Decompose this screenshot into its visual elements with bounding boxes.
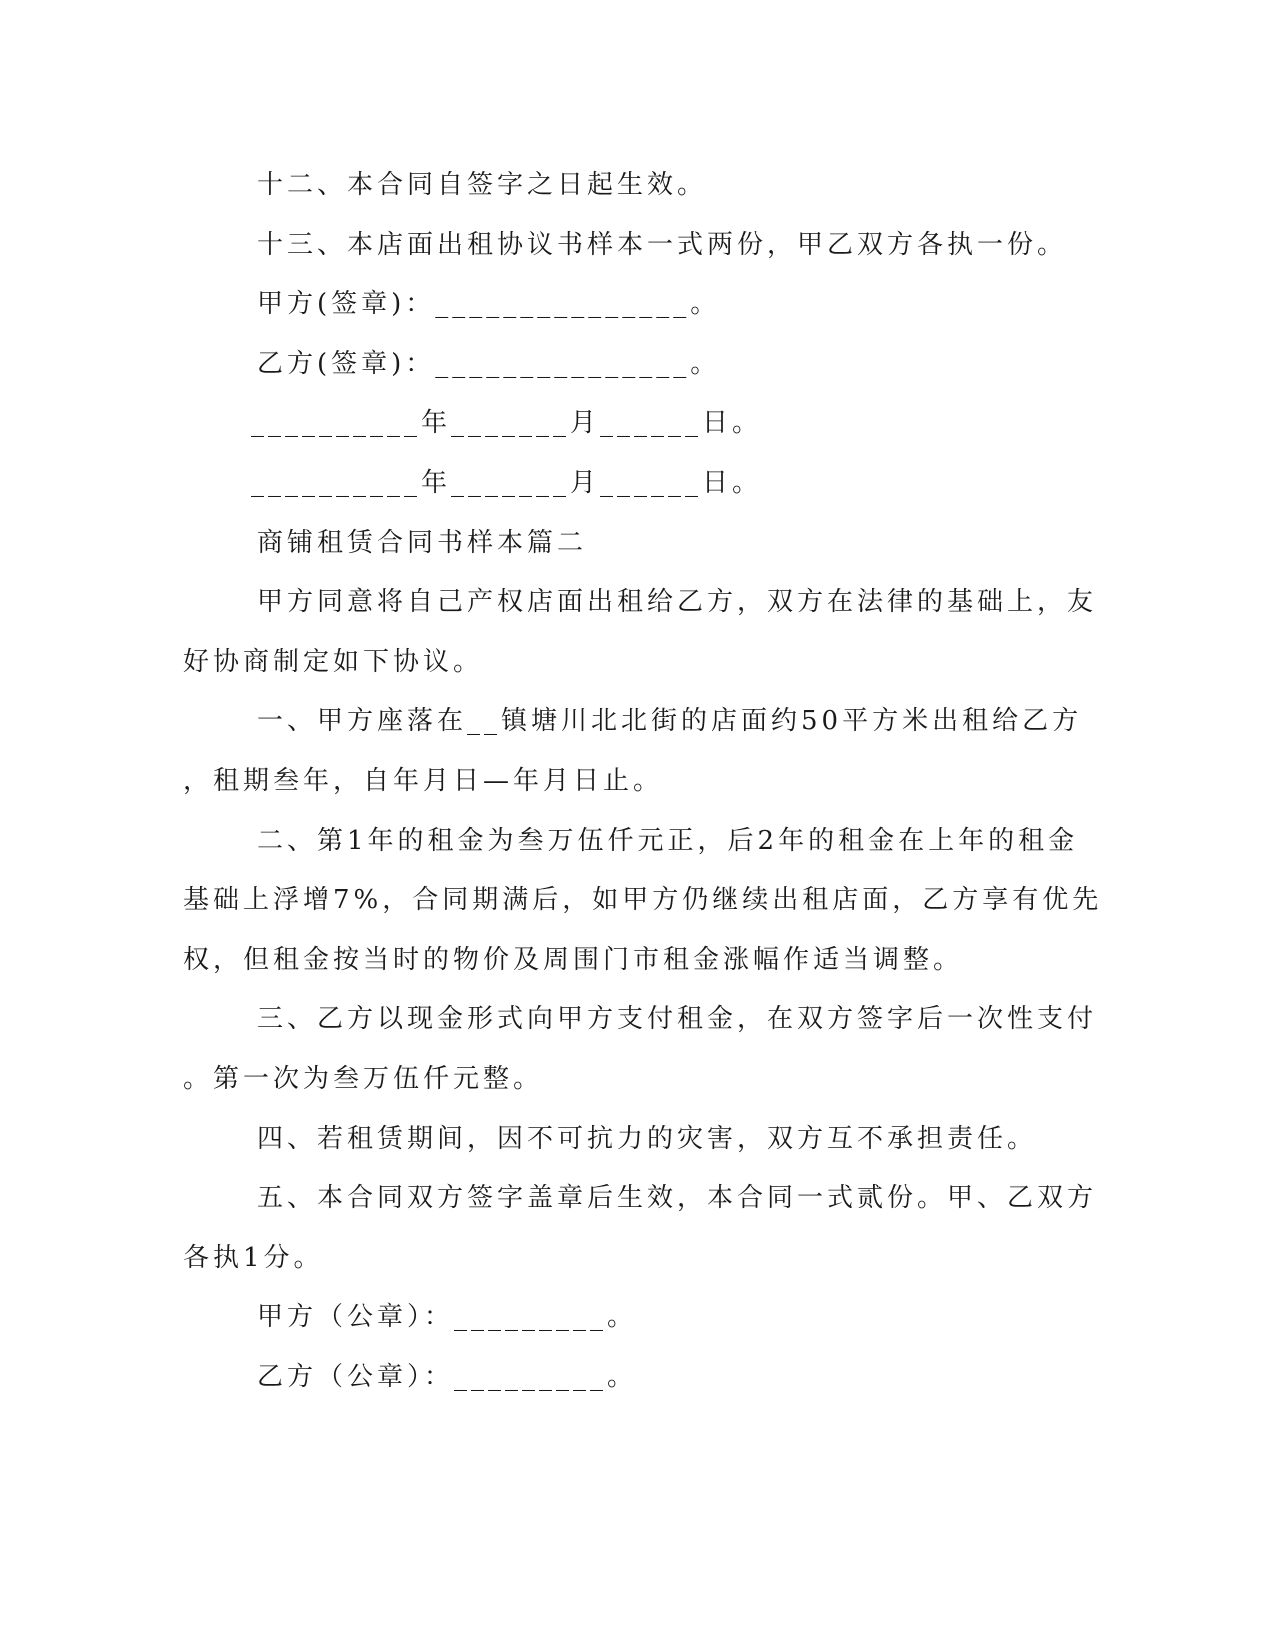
clause-5-line-2: 各执1分。	[183, 1242, 324, 1273]
clause-5-line-1: 五、本合同双方签字盖章后生效，本合同一式贰份。甲、乙双方	[257, 1183, 1098, 1214]
clause-1-line-1: 一、甲方座落在__镇塘川北北街的店面约50平方米出租给乙方	[257, 706, 1083, 737]
clause-4: 四、若租赁期间，因不可抗力的灾害，双方互不承担责任。	[257, 1123, 1038, 1154]
clause-3-line-1: 三、乙方以现金形式向甲方支付租金，在双方签字后一次性支付	[257, 1004, 1098, 1035]
clause-2-line-2: 基础上浮增7%，合同期满后，如甲方仍继续出租店面，乙方享有优先	[183, 885, 1103, 916]
date-line-1: __________年_______月______日。	[251, 408, 763, 439]
clause-13: 十三、本店面出租协议书样本一式两份，甲乙双方各执一份。	[257, 229, 1068, 260]
clause-3-line-2: 。第一次为叁万伍仟元整。	[183, 1063, 544, 1094]
party-a-signature-line: 甲方(签章)：_______________。	[257, 289, 721, 320]
party-b-seal-line: 乙方（公章）：_________。	[257, 1361, 638, 1392]
section-title: 商铺租赁合同书样本篇二	[257, 527, 588, 558]
clause-2-line-3: 权，但租金按当时的物价及周围门市租金涨幅作适当调整。	[183, 944, 964, 975]
intro-paragraph-line-2: 好协商制定如下协议。	[183, 646, 484, 677]
date-line-2: __________年_______月______日。	[251, 467, 763, 498]
party-a-seal-line: 甲方（公章）：_________。	[257, 1302, 638, 1333]
document-body	[183, 156, 1103, 1407]
intro-paragraph-line-1: 甲方同意将自己产权店面出租给乙方，双方在法律的基础上，友	[257, 587, 1098, 618]
clause-2-line-1: 二、第1年的租金为叁万伍仟元正，后2年的租金在上年的租金	[257, 825, 1079, 856]
clause-1-line-2: ，租期叁年，自年月日—年月日止。	[183, 765, 664, 796]
party-b-signature-line: 乙方(签章)：_______________。	[257, 348, 721, 379]
clause-12: 十二、本合同自签字之日起生效。	[257, 170, 708, 200]
